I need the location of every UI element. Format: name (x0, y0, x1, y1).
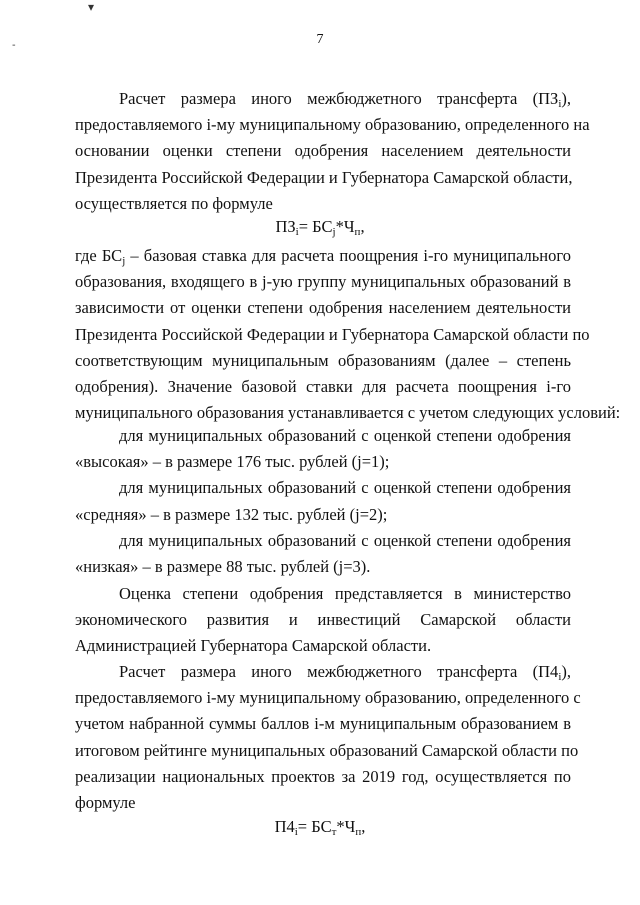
text-line: предоставляемого i-му муниципальному образованию, определенного с (75, 688, 581, 708)
text-line: учетом набранной суммы баллов i-м муниципальным образованием в (75, 714, 571, 734)
text-line: для муниципальных образований с оценкой степени одобрения (119, 530, 571, 550)
text-line: экономического развития и инвестиций Самарской области (75, 610, 571, 630)
text-line: где $БС_j$ – базовая ставка для расчета поощрения i-го муниципального (75, 246, 571, 267)
text-line: для муниципальных образований с оценкой степени одобрения (119, 426, 571, 445)
text-line: «высокая» – в размере 176 тыс. рублей (j=1); (75, 452, 390, 472)
paragraph-4 (75, 659, 581, 816)
text-line: зависимости от оценки степени одобрения населением деятельности (75, 298, 571, 318)
text-line: одобрения). Значение базовой ставки для расчета поощрения i-го (75, 376, 571, 396)
scan-mark: ▾ (88, 0, 95, 14)
text-line: Оценка степени одобрения представляется в министерство (119, 584, 571, 603)
paragraph-3 (75, 581, 571, 660)
text-line: осуществляется по формуле (75, 193, 273, 213)
paragraph-2 (75, 243, 621, 426)
formula-1: $ПЗ_i= БС_j*Ч_п$, (275, 217, 365, 238)
text-line: «низкая» – в размере 88 тыс. рублей (j=3). (75, 556, 371, 576)
text-line: итоговом рейтинге муниципальных образований Самарской области по (75, 740, 579, 760)
text-line: основании оценки степени одобрения населением деятельности (75, 141, 571, 161)
text-line: муниципального образования устанавливается с учетом следующих условий: (75, 403, 621, 423)
list-item (75, 423, 571, 475)
text-line: Президента Российской Федерации и Губернатора Самарской области по (75, 324, 590, 344)
conditions-list (75, 423, 571, 580)
formula-2: $П4_i= БС_т*Ч_п$, (274, 817, 366, 838)
scan-mark: - (12, 40, 16, 51)
list-item (75, 528, 571, 580)
text-line: Администрацией Губернатора Самарской области. (75, 636, 432, 656)
text-line: для муниципальных образований с оценкой степени одобрения (119, 478, 571, 498)
list-item (75, 475, 571, 527)
text-line: Расчет размера иного межбюджетного трансферта $(П4_i)$, (119, 662, 571, 683)
text-line: предоставляемого i-му муниципальному образованию, определенного на (75, 115, 590, 135)
text-line: Президента Российской Федерации и Губернатора Самарской области, (75, 167, 573, 187)
text-line: соответствующим муниципальным образованиям (далее – степень (75, 350, 571, 370)
text-line: формуле (75, 792, 136, 812)
page-number: 7 (316, 32, 324, 47)
text-line: Расчет размера иного межбюджетного трансферта $(ПЗ_i)$, (119, 89, 571, 110)
text-line: «средняя» – в размере 132 тыс. рублей (j=2); (75, 504, 388, 524)
text-line: образования, входящего в j-ую группу муниципальных образований в (75, 272, 571, 292)
paragraph-1 (75, 86, 590, 217)
text-line: реализации национальных проектов за 2019 год, осуществляется по (75, 766, 571, 786)
